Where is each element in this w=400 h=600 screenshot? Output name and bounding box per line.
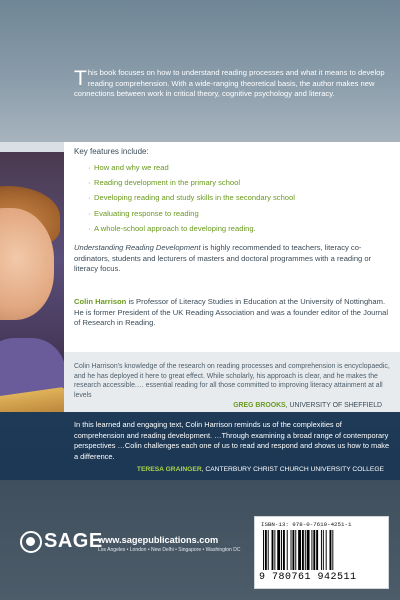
intro-paragraph bbox=[74, 68, 386, 100]
book-title: Understanding Reading Development bbox=[74, 243, 201, 252]
sage-logo bbox=[20, 530, 103, 553]
bullet-icon: · bbox=[88, 223, 91, 233]
review-attribution-1: GREG BROOKS, UNIVERSITY OF SHEFFIELD bbox=[233, 402, 382, 409]
author-name: Colin Harrison bbox=[74, 297, 127, 306]
key-features-list bbox=[88, 160, 295, 236]
barcode-box bbox=[254, 516, 389, 589]
review-quote-1: Colin Harrison's knowledge of the research on reading processes and comprehension is encyclopaedic, and he has deployed it here to great effect. While scholarly, his approach is clear, and he makes the research accessible.… essential reading for all those committed to improving literacy attainment at all levels bbox=[74, 363, 390, 399]
bullet-icon: · bbox=[88, 193, 91, 203]
drop-cap: T bbox=[74, 67, 87, 90]
author-bio-paragraph: Colin Harrison is Professor of Literacy Studies in Education at the University of Nottingham. He is former President of the UK Reading Association and was a founder editor of the Journal of Research in Reading. bbox=[74, 297, 389, 328]
bullet-icon: · bbox=[88, 178, 91, 188]
isbn-label: ISBN-13: 978-0-7619-4251-1 bbox=[261, 521, 352, 528]
barcode-icon bbox=[263, 530, 381, 570]
list-item: · Developing reading and study skills in the secondary school bbox=[88, 190, 295, 205]
intro-text: his book focuses on how to understand reading processes and what it means to develop reading comprehension. With a wide-ranging theoretical basis, the author makes new connections between work in critical theory, cognitive psychology and literacy. bbox=[74, 68, 385, 99]
list-item: · Evaluating response to reading bbox=[88, 206, 295, 221]
barcode-digits: 9 780761 942511 bbox=[259, 572, 357, 583]
bullet-icon: · bbox=[88, 208, 91, 218]
bullet-icon: · bbox=[88, 163, 91, 172]
review-quote-2: In this learned and engaging text, Colin Harrison reminds us of the complexities of comprehension and reading development. …Through examining a broad range of contemporary perspectives …Colin challenges each one of us to read and respond and shows us how to make a difference. bbox=[74, 420, 390, 461]
sage-logo-icon bbox=[20, 531, 42, 553]
review-attribution-2: TERESA GRAINGER, CANTERBURY CHRIST CHURCH UNIVERSITY COLLEGE bbox=[136, 466, 384, 473]
key-features-title: Key features include: bbox=[74, 147, 149, 156]
recommendation-paragraph: Understanding Reading Development is highly recommended to teachers, literacy co-ordinators, students and lecturers of masters and doctoral programmes with a reading or literacy focus. bbox=[74, 243, 372, 274]
list-item: · How and why we read bbox=[88, 160, 295, 175]
child-reading-photo bbox=[0, 152, 64, 421]
list-item: · A whole-school approach to developing reading. bbox=[88, 221, 295, 236]
publisher-website[interactable]: www.sagepublications.com bbox=[98, 535, 219, 545]
sage-logo-text: SAGE bbox=[44, 530, 103, 552]
publisher-locations: Los Angeles • London • New Delhi • Singapore • Washington DC bbox=[98, 547, 241, 553]
list-item: · Reading development in the primary school bbox=[88, 175, 295, 190]
